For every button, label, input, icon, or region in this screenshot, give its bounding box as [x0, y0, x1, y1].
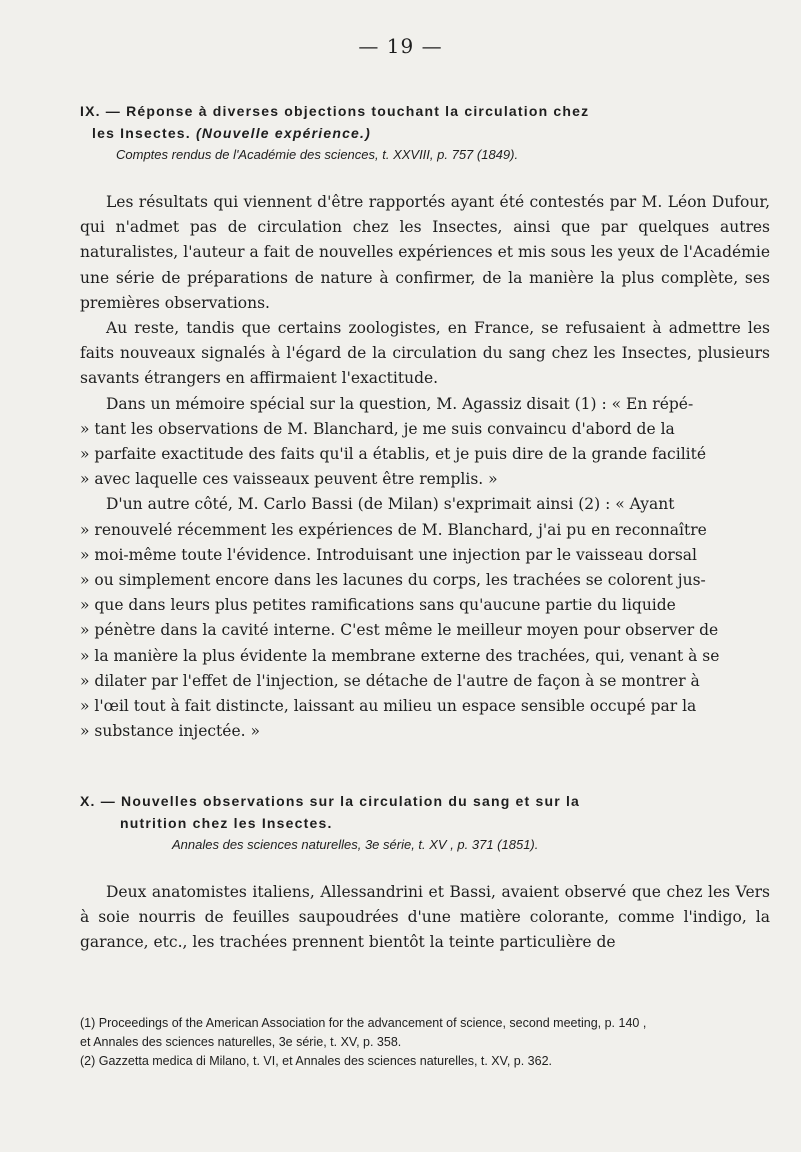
paragraph: Au reste, tandis que certains zoologistes, en France, se refusaient à admettre les faits nouveaux signalés à l'égard de la circulation du sang chez les Insectes, plusieurs savants étrangers en affirmaient l'exactitude.: [80, 319, 770, 388]
quote-line: » l'œil tout à fait distincte, laissant au milieu un espace sensible occupé par la: [80, 697, 697, 716]
quote-line: D'un autre côté, M. Carlo Bassi (de Milan) s'exprimait ainsi (2) : « Ayant: [106, 495, 675, 514]
quote-line: » avec laquelle ces vaisseaux peuvent être remplis. »: [80, 470, 498, 489]
quote-line: » substance injectée. »: [80, 722, 260, 741]
footnote: et Annales des sciences naturelles, 3e série, t. XV, p. 358.: [80, 1035, 402, 1049]
paragraph: Deux anatomistes italiens, Allessandrini et Bassi, avaient observé que chez les Vers à soie nourris de feuilles saupoudrées d'une matière colorante, comme l'indigo, la garance, etc., les trachées prennent bientôt la teinte particulière de: [80, 883, 770, 952]
section-ix-heading-line2-a: les Insectes.: [92, 125, 191, 141]
section-x-heading-line1: X. — Nouvelles observations sur la circulation du sang et sur la: [80, 793, 581, 809]
footnote: (2) Gazzetta medica di Milano, t. VI, et Annales des sciences naturelles, t. XV, p. 362.: [80, 1054, 553, 1068]
quote-line: Dans un mémoire spécial sur la question, M. Agassiz disait (1) : « En répé-: [106, 394, 694, 413]
section-x-body: [80, 880, 770, 956]
quote-line: » parfaite exactitude des faits qu'il a établis, et je puis dire de la grande facilité: [80, 445, 707, 464]
section-x-heading-line2: nutrition chez les Insectes.: [120, 815, 333, 831]
section-ix-heading-line2-b: (Nouvelle expérience.): [195, 125, 371, 141]
section-x-source: Annales des sciences naturelles, 3e série, t. XV , p. 371 (1851).: [172, 837, 539, 852]
quote-line: » moi-même toute l'évidence. Introduisant une injection par le vaisseau dorsal: [80, 545, 697, 564]
section-ix-body: [80, 190, 770, 744]
footnotes: [80, 1014, 770, 1071]
footnote: (1) Proceedings of the American Association for the advancement of science, second meeting, p. 140 ,: [80, 1016, 647, 1030]
paragraph: Les résultats qui viennent d'être rapportés ayant été contestés par M. Léon Dufour, qui n'admet pas de circulation chez les Insectes, ainsi que par quelques autres naturalistes, l'auteur a fait de nouvelles expériences et mis sous les yeux de l'Académie une série de préparations de nature à confirmer, de la manière la plus complète, ses premières observations.: [80, 193, 770, 312]
quote-line: » pénètre dans la cavité interne. C'est même le meilleur moyen pour observer de: [80, 621, 719, 640]
quote-line: » ou simplement encore dans les lacunes du corps, les trachées se colorent jus-: [80, 571, 706, 590]
section-ix-heading-line1: IX. — Réponse à diverses objections touchant la circulation chez: [80, 103, 590, 119]
page-number: — 19 —: [358, 34, 443, 58]
quote-line: » la manière la plus évidente la membrane externe des trachées, qui, venant à se: [80, 646, 720, 665]
quote-line: » tant les observations de M. Blanchard, je me suis convaincu d'abord de la: [80, 419, 675, 438]
section-ix-heading-line2: [80, 122, 770, 144]
quote-line: » renouvelé récemment les expériences de M. Blanchard, j'ai pu en reconnaître: [80, 520, 707, 539]
section-ix-source: Comptes rendus de l'Académie des sciences, t. XXVIII, p. 757 (1849).: [116, 147, 519, 162]
quote-line: » que dans leurs plus petites ramifications sans qu'aucune partie du liquide: [80, 596, 676, 615]
section-x: [80, 790, 770, 856]
quote-line: » dilater par l'effet de l'injection, se détache de l'autre de façon à se montrer à: [80, 671, 700, 690]
section-ix: [80, 100, 770, 166]
